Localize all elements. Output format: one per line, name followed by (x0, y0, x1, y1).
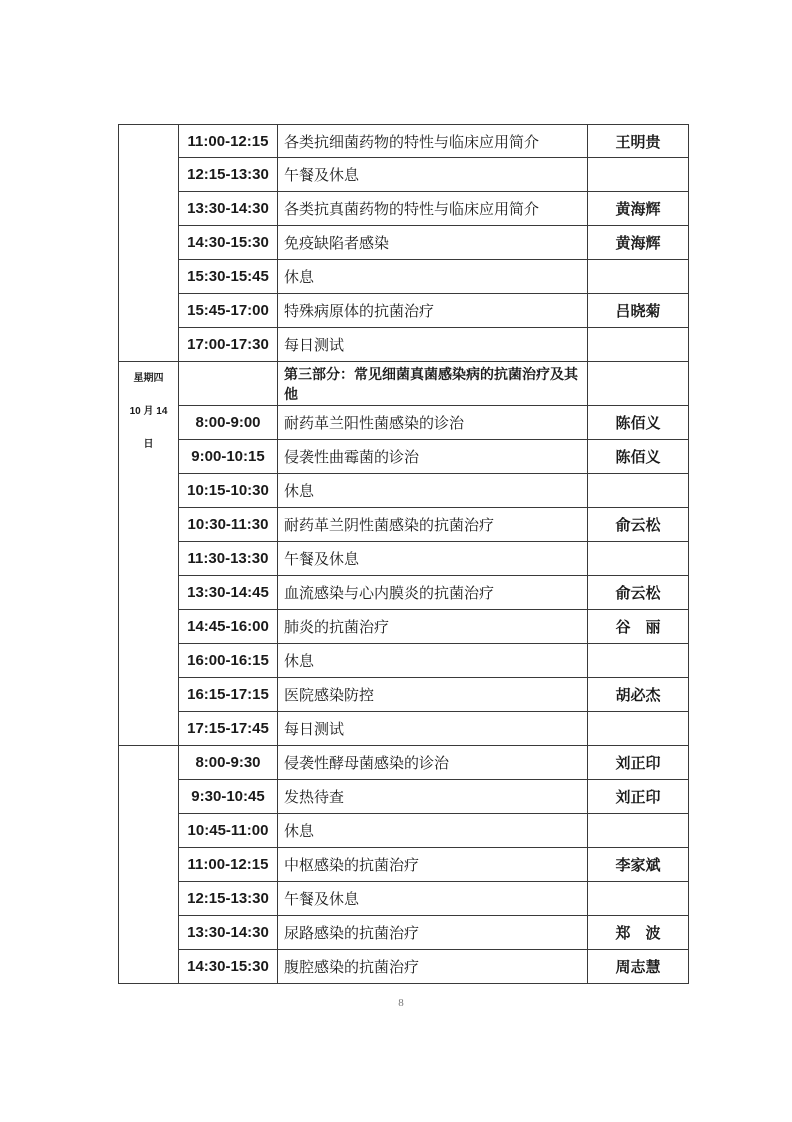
date-label: 10 月 14 日 (129, 406, 168, 450)
time-cell: 16:00-16:15 (179, 644, 278, 678)
topic-cell: 特殊病原体的抗菌治疗 (278, 294, 588, 328)
day-cell (119, 362, 179, 746)
speaker-cell: 谷 丽 (588, 610, 689, 644)
page-number: 8 (398, 997, 404, 1009)
schedule-row (119, 260, 689, 294)
time-cell: 11:30-13:30 (179, 542, 278, 576)
day-cell (119, 746, 179, 984)
schedule-row (119, 508, 689, 542)
schedule-row (119, 542, 689, 576)
speaker-cell (588, 158, 689, 192)
schedule-row (119, 226, 689, 260)
topic-cell: 腹腔感染的抗菌治疗 (278, 950, 588, 984)
schedule-row (119, 644, 689, 678)
schedule-row (119, 474, 689, 508)
schedule-row (119, 678, 689, 712)
topic-cell: 肺炎的抗菌治疗 (278, 610, 588, 644)
topic-cell: 各类抗真菌药物的特性与临床应用简介 (278, 192, 588, 226)
schedule-row (119, 746, 689, 780)
speaker-cell (588, 362, 689, 406)
speaker-cell (588, 712, 689, 746)
speaker-cell (588, 644, 689, 678)
time-cell: 12:15-13:30 (179, 158, 278, 192)
schedule-row (119, 158, 689, 192)
speaker-cell: 陈佰义 (588, 406, 689, 440)
time-cell (179, 362, 278, 406)
speaker-cell: 刘正印 (588, 780, 689, 814)
time-cell: 13:30-14:30 (179, 916, 278, 950)
topic-cell: 午餐及休息 (278, 882, 588, 916)
speaker-cell (588, 542, 689, 576)
speaker-cell (588, 882, 689, 916)
topic-cell: 免疫缺陷者感染 (278, 226, 588, 260)
section-heading-row (119, 362, 689, 406)
time-cell: 15:45-17:00 (179, 294, 278, 328)
topic-cell: 发热待查 (278, 780, 588, 814)
schedule-row (119, 125, 689, 158)
schedule-row (119, 328, 689, 362)
time-cell: 8:00-9:00 (179, 406, 278, 440)
topic-cell: 医院感染防控 (278, 678, 588, 712)
weekday-label: 星期四 (133, 373, 164, 384)
topic-cell: 午餐及休息 (278, 542, 588, 576)
speaker-cell (588, 474, 689, 508)
time-cell: 15:30-15:45 (179, 260, 278, 294)
time-cell: 12:15-13:30 (179, 882, 278, 916)
topic-cell: 耐药革兰阴性菌感染的抗菌治疗 (278, 508, 588, 542)
speaker-cell: 陈佰义 (588, 440, 689, 474)
time-cell: 10:30-11:30 (179, 508, 278, 542)
schedule-row (119, 192, 689, 226)
topic-cell: 侵袭性酵母菌感染的诊治 (278, 746, 588, 780)
time-cell: 14:30-15:30 (179, 950, 278, 984)
schedule-row (119, 712, 689, 746)
schedule-row (119, 780, 689, 814)
time-cell: 17:15-17:45 (179, 712, 278, 746)
topic-cell: 休息 (278, 644, 588, 678)
speaker-cell: 周志慧 (588, 950, 689, 984)
time-cell: 10:45-11:00 (179, 814, 278, 848)
time-cell: 8:00-9:30 (179, 746, 278, 780)
speaker-cell: 俞云松 (588, 576, 689, 610)
day-label (127, 362, 171, 461)
schedule-row (119, 294, 689, 328)
time-cell: 16:15-17:15 (179, 678, 278, 712)
speaker-cell: 胡必杰 (588, 678, 689, 712)
schedule-table (118, 124, 689, 984)
schedule-row (119, 814, 689, 848)
schedule-row (119, 950, 689, 984)
section-heading: 第三部分：常见细菌真菌感染病的抗菌治疗及其他 (278, 362, 588, 406)
schedule-row (119, 610, 689, 644)
topic-cell: 侵袭性曲霉菌的诊治 (278, 440, 588, 474)
topic-cell: 中枢感染的抗菌治疗 (278, 848, 588, 882)
speaker-cell: 王明贵 (588, 125, 689, 158)
time-cell: 17:00-17:30 (179, 328, 278, 362)
day-cell (119, 125, 179, 362)
speaker-cell: 吕晓菊 (588, 294, 689, 328)
time-cell: 11:00-12:15 (179, 125, 278, 158)
schedule-row (119, 440, 689, 474)
speaker-cell: 刘正印 (588, 746, 689, 780)
schedule-row (119, 576, 689, 610)
topic-cell: 午餐及休息 (278, 158, 588, 192)
time-cell: 9:00-10:15 (179, 440, 278, 474)
time-cell: 9:30-10:45 (179, 780, 278, 814)
schedule-row (119, 406, 689, 440)
speaker-cell (588, 814, 689, 848)
time-cell: 13:30-14:45 (179, 576, 278, 610)
topic-cell: 血流感染与心内膜炎的抗菌治疗 (278, 576, 588, 610)
topic-cell: 休息 (278, 814, 588, 848)
speaker-cell: 黄海辉 (588, 192, 689, 226)
topic-cell: 每日测试 (278, 712, 588, 746)
topic-cell: 尿路感染的抗菌治疗 (278, 916, 588, 950)
schedule-row (119, 916, 689, 950)
time-cell: 14:30-15:30 (179, 226, 278, 260)
time-cell: 10:15-10:30 (179, 474, 278, 508)
time-cell: 13:30-14:30 (179, 192, 278, 226)
speaker-cell: 郑 波 (588, 916, 689, 950)
schedule-row (119, 882, 689, 916)
speaker-cell: 俞云松 (588, 508, 689, 542)
topic-cell: 休息 (278, 474, 588, 508)
time-cell: 11:00-12:15 (179, 848, 278, 882)
speaker-cell (588, 328, 689, 362)
speaker-cell: 黄海辉 (588, 226, 689, 260)
topic-cell: 休息 (278, 260, 588, 294)
topic-cell: 各类抗细菌药物的特性与临床应用简介 (278, 125, 588, 158)
schedule-row (119, 848, 689, 882)
schedule-body (119, 125, 689, 984)
topic-cell: 每日测试 (278, 328, 588, 362)
speaker-cell (588, 260, 689, 294)
topic-cell: 耐药革兰阳性菌感染的诊治 (278, 406, 588, 440)
speaker-cell: 李家斌 (588, 848, 689, 882)
time-cell: 14:45-16:00 (179, 610, 278, 644)
